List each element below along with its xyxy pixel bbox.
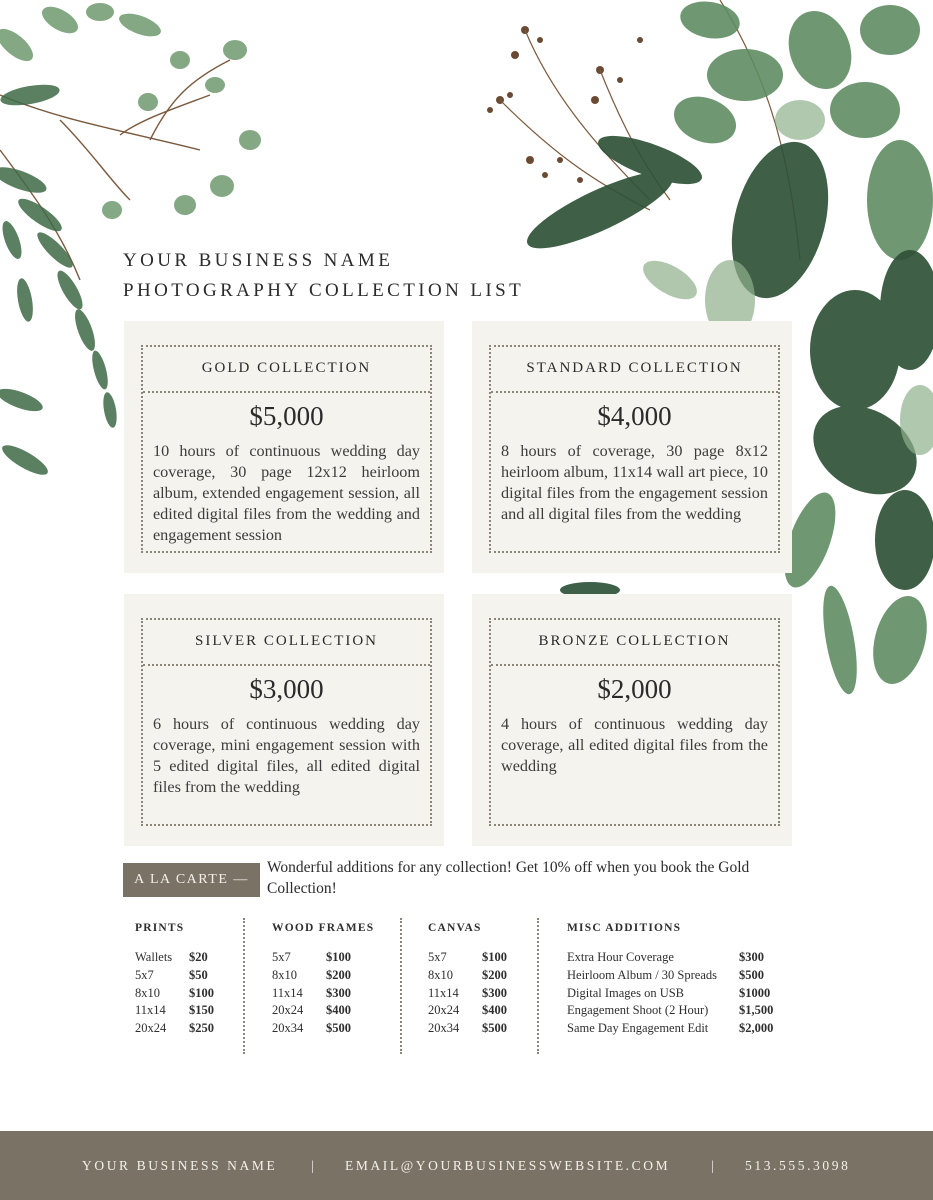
price-row	[135, 949, 214, 967]
price-row	[567, 1020, 773, 1038]
price-row	[135, 1020, 214, 1038]
price-row	[135, 1002, 214, 1020]
price-row	[428, 1002, 507, 1020]
price-row	[272, 949, 374, 967]
price-row	[135, 985, 214, 1003]
page-heading	[123, 246, 524, 306]
column-divider	[400, 918, 402, 1054]
business-name-heading: YOUR BUSINESS NAME	[123, 250, 394, 271]
price-row	[428, 949, 507, 967]
price-row	[567, 985, 773, 1003]
collection-title: SILVER COLLECTION	[143, 620, 430, 666]
wood-frames-price-list	[272, 922, 374, 1038]
column-divider	[243, 918, 245, 1054]
price-list-heading: CANVAS	[428, 922, 482, 934]
footer-separator: |	[711, 1158, 717, 1173]
item-price: $500	[482, 1021, 507, 1036]
standard-collection-card	[472, 321, 792, 573]
footer-phone[interactable]: 513.555.3098	[745, 1158, 851, 1173]
item-price: $1,500	[739, 1003, 774, 1018]
item-price: $20	[189, 950, 208, 964]
item-label: Engagement Shoot (2 Hour)	[567, 1003, 709, 1018]
item-price: $300	[482, 985, 507, 1000]
item-label: Digital Images on USB	[567, 985, 685, 1000]
item-label: 11x14	[135, 1003, 166, 1018]
item-label: Heirloom Album / 30 Spreads	[567, 967, 717, 982]
footer-business-name: YOUR BUSINESS NAME	[82, 1158, 278, 1173]
item-price: $100	[482, 950, 507, 964]
price-row	[567, 1002, 773, 1020]
item-label: 8x10	[428, 967, 453, 982]
item-label: Wallets	[135, 950, 173, 964]
card-dotted-frame	[489, 618, 780, 826]
collection-title: BRONZE COLLECTION	[491, 620, 778, 666]
collection-list-title: PHOTOGRAPHY COLLECTION LIST	[123, 280, 525, 301]
price-list-heading: PRINTS	[135, 922, 185, 934]
item-label: Same Day Engagement Edit	[567, 1021, 709, 1036]
price-row	[567, 949, 773, 967]
item-label: 5x7	[428, 950, 447, 964]
item-price: $500	[326, 1021, 351, 1036]
price-row	[567, 967, 773, 985]
footer-separator: |	[311, 1158, 317, 1173]
item-label: 20x24	[272, 1003, 304, 1018]
item-label: 5x7	[135, 967, 154, 982]
column-divider	[537, 918, 539, 1054]
collection-price: $5,000	[249, 401, 324, 431]
card-dotted-frame	[141, 618, 432, 826]
price-row	[272, 985, 374, 1003]
collection-description: 10 hours of continuous wedding day coverage, 30 page 12x12 heirloom album, extended engagement session, all edited digital files from the wedding and engagement session	[153, 442, 420, 544]
item-label: 20x24	[135, 1021, 167, 1036]
item-price: $150	[189, 1003, 214, 1018]
item-price: $300	[739, 950, 764, 964]
price-row	[272, 967, 374, 985]
item-label: Extra Hour Coverage	[567, 950, 674, 964]
card-dotted-frame	[141, 345, 432, 553]
item-price: $250	[189, 1021, 214, 1036]
item-price: $200	[482, 967, 507, 982]
card-dotted-frame	[489, 345, 780, 553]
bronze-collection-card	[472, 594, 792, 846]
item-price: $500	[739, 967, 764, 982]
collection-description: 8 hours of coverage, 30 page 8x12 heirloom album, 11x14 wall art piece, 10 digital files from the engagement session and all digital files from the wedding	[501, 442, 768, 523]
footer-bar	[0, 1131, 933, 1200]
item-label: 11x14	[428, 985, 459, 1000]
collection-title: GOLD COLLECTION	[143, 347, 430, 393]
item-price: $2,000	[739, 1021, 774, 1036]
collection-price: $4,000	[597, 401, 672, 431]
price-row	[135, 967, 214, 985]
silver-collection-card	[124, 594, 444, 846]
alacarte-tag: A LA CARTE —	[123, 863, 260, 897]
item-label: 20x34	[428, 1021, 460, 1036]
item-label: 20x34	[272, 1021, 304, 1036]
item-price: $50	[189, 967, 208, 982]
price-row	[428, 1020, 507, 1038]
price-row	[428, 985, 507, 1003]
misc-additions-price-list	[567, 922, 773, 1038]
canvas-price-list	[428, 922, 507, 1038]
item-label: 8x10	[135, 985, 160, 1000]
footer-email-link[interactable]: EMAIL@YOURBUSINESSWEBSITE.COM	[345, 1158, 671, 1173]
collection-price: $3,000	[249, 674, 324, 704]
price-row	[428, 967, 507, 985]
collection-price: $2,000	[597, 674, 672, 704]
collection-description: 4 hours of continuous wedding day coverage, all edited digital files from the wedding	[501, 715, 768, 775]
item-price: $100	[326, 950, 351, 964]
price-list-heading: MISC ADDITIONS	[567, 922, 682, 934]
item-price: $1000	[739, 985, 771, 1000]
prints-price-list	[135, 922, 214, 1038]
item-price: $400	[482, 1003, 507, 1018]
item-label: 5x7	[272, 950, 291, 964]
collection-title: STANDARD COLLECTION	[491, 347, 778, 393]
price-list-heading: WOOD FRAMES	[272, 922, 375, 934]
item-label: 20x24	[428, 1003, 460, 1018]
gold-collection-card	[124, 321, 444, 573]
item-label: 8x10	[272, 967, 297, 982]
alacarte-description: Wonderful additions for any collection! Get 10% off when you book the Gold Collection!	[267, 859, 750, 897]
item-price: $100	[189, 985, 214, 1000]
collection-description: 6 hours of continuous wedding day coverage, mini engagement session with 5 edited digital files, all edited digital files from the wedding	[153, 715, 420, 796]
price-row	[272, 1002, 374, 1020]
price-row	[272, 1020, 374, 1038]
item-label: 11x14	[272, 985, 303, 1000]
item-price: $300	[326, 985, 351, 1000]
item-price: $400	[326, 1003, 351, 1018]
item-price: $200	[326, 967, 351, 982]
